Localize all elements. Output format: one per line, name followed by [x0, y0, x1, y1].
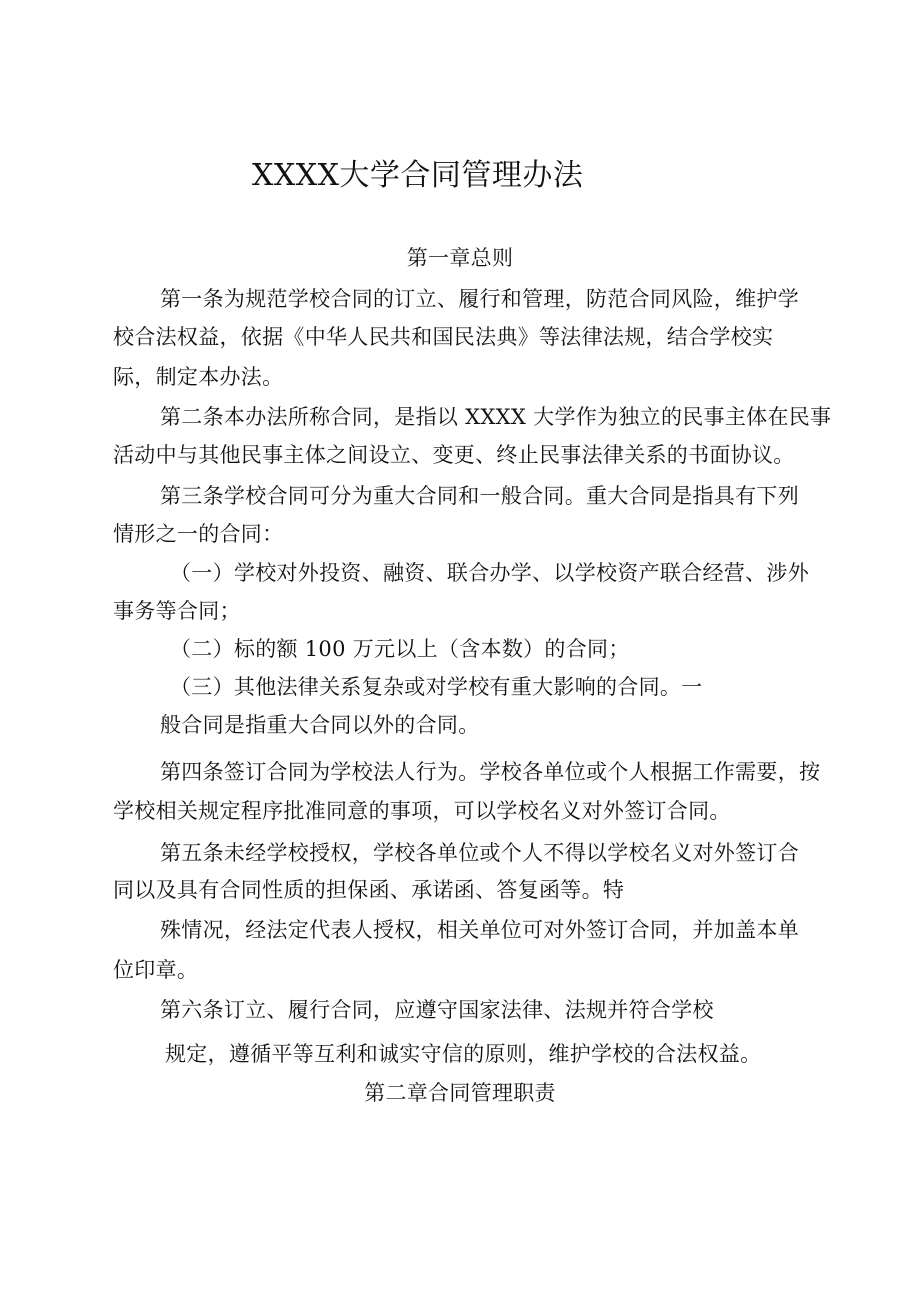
article-6-line-1: 第六条订立、履行合同，应遵守国家法律、法规并符合学校 [160, 998, 714, 1022]
chapter-heading-1: 第一章总则 [406, 246, 514, 270]
article-2-line-1: 第二条本办法所称合同，是指以 XXXX 大学作为独立的民事主体在民事 [160, 405, 832, 429]
clause-3-line-2: 般合同是指重大合同以外的合同。 [160, 713, 480, 737]
article-4-line-2: 学校相关规定程序批准同意的事项，可以学校名义对外签订合同。 [113, 799, 731, 823]
document-title: XXXX大学合同管理办法 [252, 158, 584, 193]
article-1-line-2: 校合法权益，依据《中华人民共和国民法典》等法律法规，结合学校实 [113, 325, 774, 349]
article-5-line-4: 位印章。 [113, 958, 199, 982]
article-3-line-2: 情形之一的合同： [113, 522, 284, 546]
article-2-line-2: 活动中与其他民事主体之间设立、变更、终止民事法律关系的书面协议。 [113, 443, 795, 467]
article-4-line-1: 第四条签订合同为学校法人行为。学校各单位或个人根据工作需要，按 [160, 760, 821, 784]
article-5-line-2: 同以及具有合同性质的担保函、承诺函、答复函等。特 [113, 878, 625, 902]
clause-1-line-2: 事务等合同； [113, 599, 241, 623]
article-6-line-2: 规定，遵循平等互利和诚实守信的原则，维护学校的合法权益。 [165, 1042, 762, 1066]
article-1-line-3: 际，制定本办法。 [113, 365, 284, 389]
clause-3-line-1: （三）其他法律关系复杂或对学校有重大影响的合同。一 [170, 675, 703, 699]
article-5-line-1: 第五条未经学校授权，学校各单位或个人不得以学校名义对外签订合 [160, 841, 799, 865]
article-3-line-1: 第三条学校合同可分为重大合同和一般合同。重大合同是指具有下列 [160, 484, 799, 508]
chapter-heading-2: 第二章合同管理职责 [364, 1081, 556, 1105]
article-1-line-1: 第一条为规范学校合同的订立、履行和管理，防范合同风险，维护学 [160, 287, 799, 311]
clause-1-line-1: （一）学校对外投资、融资、联合办学、以学校资产联合经营、涉外 [170, 561, 809, 585]
clause-2-line: （二）标的额 100 万元以上（含本数）的合同； [170, 637, 630, 661]
article-5-line-3: 殊情况，经法定代表人授权，相关单位可对外签订合同，并加盖本单 [160, 918, 799, 942]
